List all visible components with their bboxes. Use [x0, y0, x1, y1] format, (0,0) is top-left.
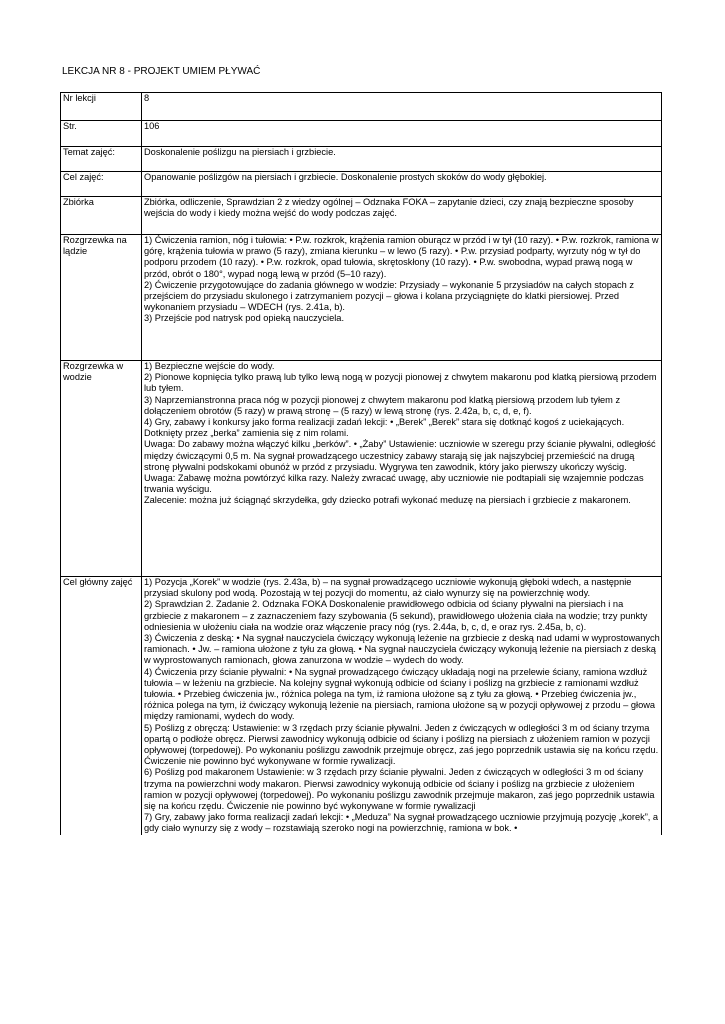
row-content: 106 [142, 121, 662, 147]
table-row [61, 197, 662, 235]
table-row [61, 235, 662, 361]
row-content: 1) Pozycja „Korek” w wodzie (rys. 2.43a, b) – na sygnał prowadzącego uczniowie wykonują głęboki wdech, a następnie przysiad skulony pod wodą. Pozostają w tej pozycji do momentu, aż ciało wynurzy się na powierzchnię wody. 2) Sprawdzian 2. Zadanie 2. Odznaka FOKA Doskonalenie prawidłowego odbicia od ściany pływalni na piersiach i na grzbiecie z makaronem – z zaznaczeniem fazy szybowania (5 sekund), prawidłowego ułożenia ciała na wodzie; trzy punkty odniesienia w ułożeniu ciała na wodzie oraz włączenie pracy nóg (rys. 2.44a, b, c, d, e oraz rys. 2.45a, b, c). 3) Ćwiczenia z deską: • Na sygnał nauczyciela ćwiczący wykonują leżenie na grzbiecie z deską nad udami w wyprostowanych ramionach. • Jw. – ramiona ułożone z tyłu za głową. • Na sygnał nauczyciela ćwiczący wykonują leżenie na piersiach z deską w wyprostowanych ramionach, głowa zanurzona w wodzie – wydech do wody. 4) Ćwiczenia przy ścianie pływalni: • Na sygnał prowadzącego ćwiczący układają nogi na przelewie ściany, ramiona wzdłuż tułowia – w leżeniu na grzbiecie. Na kolejny sygnał wykonują odbicie od ściany i poślizg na grzbiecie z ramionami wzdłuż tułowia. • Przebieg ćwiczenia jw., różnica polega na tym, iż ramiona ułożone są z tyłu za głową. • Przebieg ćwiczenia jw., różnica polega na tym, iż ćwiczący wykonują leżenie na piersiach, ramiona ułożone są w pozycji opływowej z przodu – głowa między ramionami, wydech do wody. 5) Poślizg z obręczą: Ustawienie: w 3 rzędach przy ścianie pływalni. Jeden z ćwiczących w odległości 3 m od ściany trzyma opartą o podłoże obręcz. Pierwsi zawodnicy wykonują odbicie od ściany i poślizg na piersiach z ułożeniem ramion w pozycji opływowej (torpedowej). Po wykonaniu poślizgu zawodnik przejmuje obręcz, zaś jego poprzednik ustawia się na końcu rzędu. Ćwiczenie nie powinno być wykonywane w formie rywalizacji. 6) Poślizg pod makaronem Ustawienie: w 3 rzędach przy ścianie pływalni. Jeden z ćwiczących w odległości 3 m od ściany trzyma na powierzchni wody makaron. Pierwsi zawodnicy wykonują odbicie od ściany i poślizg na grzbiecie z ułożeniem ramion w pozycji opływowej (torpedowej). Po wykonaniu poślizgu zawodnik przejmuje makaron, zaś jego poprzednik ustawia się na końcu rzędu. Ćwiczenie nie powinno być wykonywane w formie rywalizacji 7) Gry, zabawy jako forma realizacji zadań lekcji: • „Meduza” Na sygnał prowadzącego uczniowie przyjmują pozycję „korek”, a gdy ciało wynurzy się z wody – rozstawiają szeroko nogi na powierzchnię, ramiona w bok. • [142, 577, 662, 835]
table-row [61, 361, 662, 577]
row-content: Zbiórka, odliczenie, Sprawdzian 2 z wiedzy ogólnej – Odznaka FOKA – zapytanie dzieci, czy znają bezpieczne sposoby wejścia do wody i kiedy można wejść do wody podczas zajęć. [142, 197, 662, 235]
table-row [61, 172, 662, 197]
row-content: Doskonalenie poślizgu na piersiach i grzbiecie. [142, 147, 662, 172]
row-label: Cel główny zajęć [61, 577, 142, 835]
row-label: Rozgrzewka w wodzie [61, 361, 142, 577]
row-label: Zbiórka [61, 197, 142, 235]
row-content: 1) Ćwiczenia ramion, nóg i tułowia: • P.w. rozkrok, krążenia ramion oburącz w przód i w tył (10 razy). • P.w. rozkrok, ramiona w górę, krążenia tułowia w prawo (5 razy), zmiana kierunku – w lewo (5 razy). • P.w. przysiad podparty, wyrzuty nóg w tył do podporu przodem (10 razy). • P.w. rozkrok, opad tułowia, skrętoskłony (10 razy). • P.w. swobodna, wypad prawą nogą w przód, obrót o 180°, wypad nogą lewą w przód (5–10 razy). 2) Ćwiczenie przygotowujące do zadania głównego w wodzie: Przysiady – wykonanie 5 przysiadów na całych stopach z przejściem do przysiadu skulonego i zatrzymaniem pozycji – głowa i kolana przyciągnięte do klatki piersiowej. Przed wykonaniem przysiadu – WDECH (rys. 2.41a, b). 3) Przejście pod natrysk pod opieką nauczyciela. [142, 235, 662, 361]
table-row [61, 121, 662, 147]
document-title: LEKCJA NR 8 - PROJEKT UMIEM PŁYWAĆ [62, 66, 261, 77]
row-label: Nr lekcji [61, 93, 142, 121]
row-label: Cel zajęć: [61, 172, 142, 197]
row-label: Temat zajęć: [61, 147, 142, 172]
lesson-plan-table [60, 92, 662, 835]
table-row [61, 147, 662, 172]
table-row [61, 93, 662, 121]
row-content: 1) Bezpieczne wejście do wody. 2) Pionowe kopnięcia tylko prawą lub tylko lewą nogą w pozycji pionowej z chwytem makaronu pod klatką piersiową przodem lub tyłem. 3) Naprzemianstronna praca nóg w pozycji pionowej z chwytem makaronu pod klatką piersiową przodem lub tyłem z dołączeniem obrotów (5 razy) w prawą stronę – (5 razy) w lewą stronę (rys. 2.42a, b, c, d, e, f). 4) Gry, zabawy i konkursy jako forma realizacji zadań lekcji: • „Berek” „Berek” stara się dotknąć kogoś z uciekających. Dotknięty przez „berka” zamienia się z nim rolami. Uwaga: Do zabawy można włączyć kilku „berków”. • „Żaby” Ustawienie: uczniowie w szeregu przy ścianie pływalni, odległość między ćwiczącymi 0,5 m. Na sygnał prowadzącego uczestnicy zabawy starają się jak najszybciej przemieścić na drugą stronę pływalni podskokami obunóż w przód z przysiadu. Wygrywa ten zawodnik, który jako pierwszy ukończy wyścig. Uwaga: Zabawę można powtórzyć kilka razy. Należy zwracać uwagę, aby uczniowie nie podtapiali się wzajemnie podczas trwania wyścigu. Zalecenie: można już ściągnąć skrzydełka, gdy dziecko potrafi wykonać meduzę na piersiach i grzbiecie z makaronem. [142, 361, 662, 577]
row-content: Opanowanie poślizgów na piersiach i grzbiecie. Doskonalenie prostych skoków do wody głębokiej. [142, 172, 662, 197]
row-label: Str. [61, 121, 142, 147]
row-label: Rozgrzewka na lądzie [61, 235, 142, 361]
table-row [61, 577, 662, 835]
row-content: 8 [142, 93, 662, 121]
